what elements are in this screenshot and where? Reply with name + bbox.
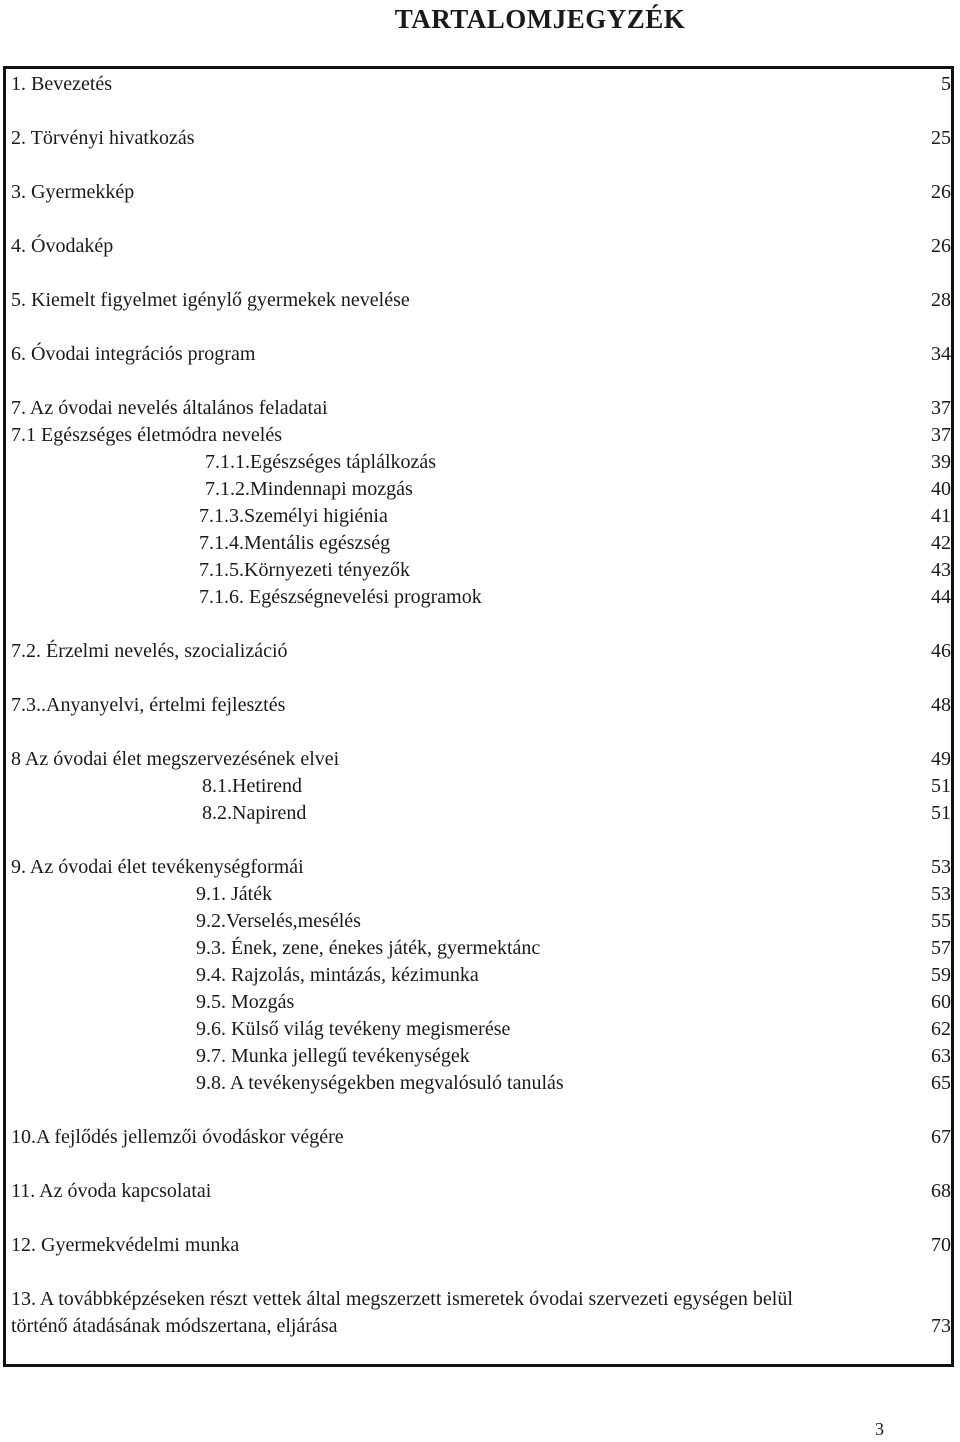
toc-page: 25	[931, 127, 951, 149]
page-title: TARTALOMJEGYZÉK	[394, 4, 686, 34]
toc-label: 4. Óvodakép	[11, 235, 114, 257]
toc-row	[6, 503, 957, 530]
toc-label: 9.2.Verselés,mesélés	[196, 910, 361, 932]
toc-page: 53	[931, 856, 951, 878]
toc-page: 59	[931, 964, 951, 986]
toc-page: 46	[931, 640, 951, 662]
toc-row	[6, 557, 957, 584]
toc-row	[6, 1286, 957, 1313]
toc-row	[6, 1124, 957, 1151]
toc-page: 51	[931, 802, 951, 824]
toc-label: 9.7. Munka jellegű tevékenységek	[196, 1045, 470, 1067]
toc-label: 7. Az óvodai nevelés általános feladatai	[11, 397, 328, 419]
toc-page: 60	[931, 991, 951, 1013]
toc-label: 9.3. Ének, zene, énekes játék, gyermektánc	[196, 937, 541, 959]
toc-label: 9.1. Játék	[196, 883, 273, 905]
toc-label: 7.1 Egészséges életmódra nevelés	[11, 424, 283, 446]
toc-row	[6, 71, 957, 98]
toc-row	[6, 692, 957, 719]
toc-row	[6, 422, 957, 449]
toc-row	[6, 1313, 957, 1340]
toc-label: 9.6. Külső világ tevékeny megismerése	[196, 1018, 511, 1040]
toc-row	[6, 179, 957, 206]
toc-page: 68	[931, 1180, 951, 1202]
page-number: 3	[875, 1419, 884, 1439]
toc-label: 1. Bevezetés	[11, 73, 113, 95]
toc-page: 73	[931, 1315, 951, 1337]
toc-label: 7.1.5.Környezeti tényezők	[199, 559, 411, 581]
toc-label: 7.1.3.Személyi higiénia	[199, 505, 388, 527]
toc-row	[6, 584, 957, 611]
toc-page: 5	[941, 73, 951, 95]
toc-row	[6, 962, 957, 989]
toc-row	[6, 854, 957, 881]
toc-page: 41	[931, 505, 951, 527]
toc-page: 70	[931, 1234, 951, 1256]
toc-label: 3. Gyermekkép	[11, 181, 135, 203]
toc-label: 13. A továbbképzéseken részt vettek által megszerzett ismeretek óvodai szervezeti egységen belül	[11, 1288, 793, 1310]
toc-label: 2. Törvényi hivatkozás	[11, 127, 195, 149]
toc-page: 48	[931, 694, 951, 716]
toc-label: 7.1.4.Mentális egészség	[199, 532, 391, 554]
toc-page: 51	[931, 775, 951, 797]
toc-page: 39	[931, 451, 951, 473]
toc-page: 53	[931, 883, 951, 905]
toc-row	[6, 773, 957, 800]
toc-page: 63	[931, 1045, 951, 1067]
toc-row	[6, 1232, 957, 1259]
toc-page: 37	[931, 424, 951, 446]
toc-page: 34	[931, 343, 951, 365]
toc-row	[6, 476, 957, 503]
toc-row	[6, 233, 957, 260]
toc-label: 9.8. A tevékenységekben megvalósuló tanulás	[196, 1072, 564, 1094]
toc-row	[6, 125, 957, 152]
toc-row	[6, 989, 957, 1016]
toc-page: 28	[931, 289, 951, 311]
toc-row	[6, 638, 957, 665]
toc-frame	[3, 66, 954, 1367]
toc-label: 7.1.1.Egészséges táplálkozás	[205, 451, 437, 473]
toc-label: 6. Óvodai integrációs program	[11, 343, 256, 365]
toc-label: 9.4. Rajzolás, mintázás, kézimunka	[196, 964, 479, 986]
toc-page: 57	[931, 937, 951, 959]
toc-page: 37	[931, 397, 951, 419]
toc-page: 26	[931, 235, 951, 257]
toc-label: 7.3..Anyanyelvi, értelmi fejlesztés	[11, 694, 286, 716]
toc-row	[6, 746, 957, 773]
toc-label: 12. Gyermekvédelmi munka	[11, 1234, 240, 1256]
toc-page: 62	[931, 1018, 951, 1040]
toc-page: 67	[931, 1126, 951, 1148]
toc-row	[6, 1016, 957, 1043]
toc-row	[6, 881, 957, 908]
toc-label: 8.1.Hetirend	[202, 775, 302, 797]
toc-label: 7.1.6. Egészségnevelési programok	[199, 586, 482, 608]
toc-label: 8.2.Napirend	[202, 802, 307, 824]
toc-row	[6, 800, 957, 827]
toc-page: 65	[931, 1072, 951, 1094]
toc-page: 26	[931, 181, 951, 203]
toc-row	[6, 530, 957, 557]
toc-label: történő átadásának módszertana, eljárása	[11, 1315, 338, 1337]
toc-label: 11. Az óvoda kapcsolatai	[11, 1180, 212, 1202]
toc-page: 44	[931, 586, 951, 608]
toc-label: 7.1.2.Mindennapi mozgás	[205, 478, 413, 500]
toc-row	[6, 1070, 957, 1097]
toc-label: 9. Az óvodai élet tevékenységformái	[11, 856, 304, 878]
toc-page: 49	[931, 748, 951, 770]
toc-label: 8 Az óvodai élet megszervezésének elvei	[11, 748, 340, 770]
toc-row	[6, 1178, 957, 1205]
toc-label: 7.2. Érzelmi nevelés, szocializáció	[11, 640, 288, 662]
toc-row	[6, 908, 957, 935]
toc-row	[6, 395, 957, 422]
toc-page: 42	[931, 532, 951, 554]
toc-row	[6, 935, 957, 962]
toc-label: 9.5. Mozgás	[196, 991, 295, 1013]
toc-page: 40	[931, 478, 951, 500]
toc-row	[6, 287, 957, 314]
toc-row	[6, 341, 957, 368]
toc-page: 55	[931, 910, 951, 932]
toc-row	[6, 1043, 957, 1070]
toc-row	[6, 449, 957, 476]
toc-page: 43	[931, 559, 951, 581]
toc-label: 10.A fejlődés jellemzői óvodáskor végére	[11, 1126, 344, 1148]
toc-label: 5. Kiemelt figyelmet igénylő gyermekek nevelése	[11, 289, 410, 311]
